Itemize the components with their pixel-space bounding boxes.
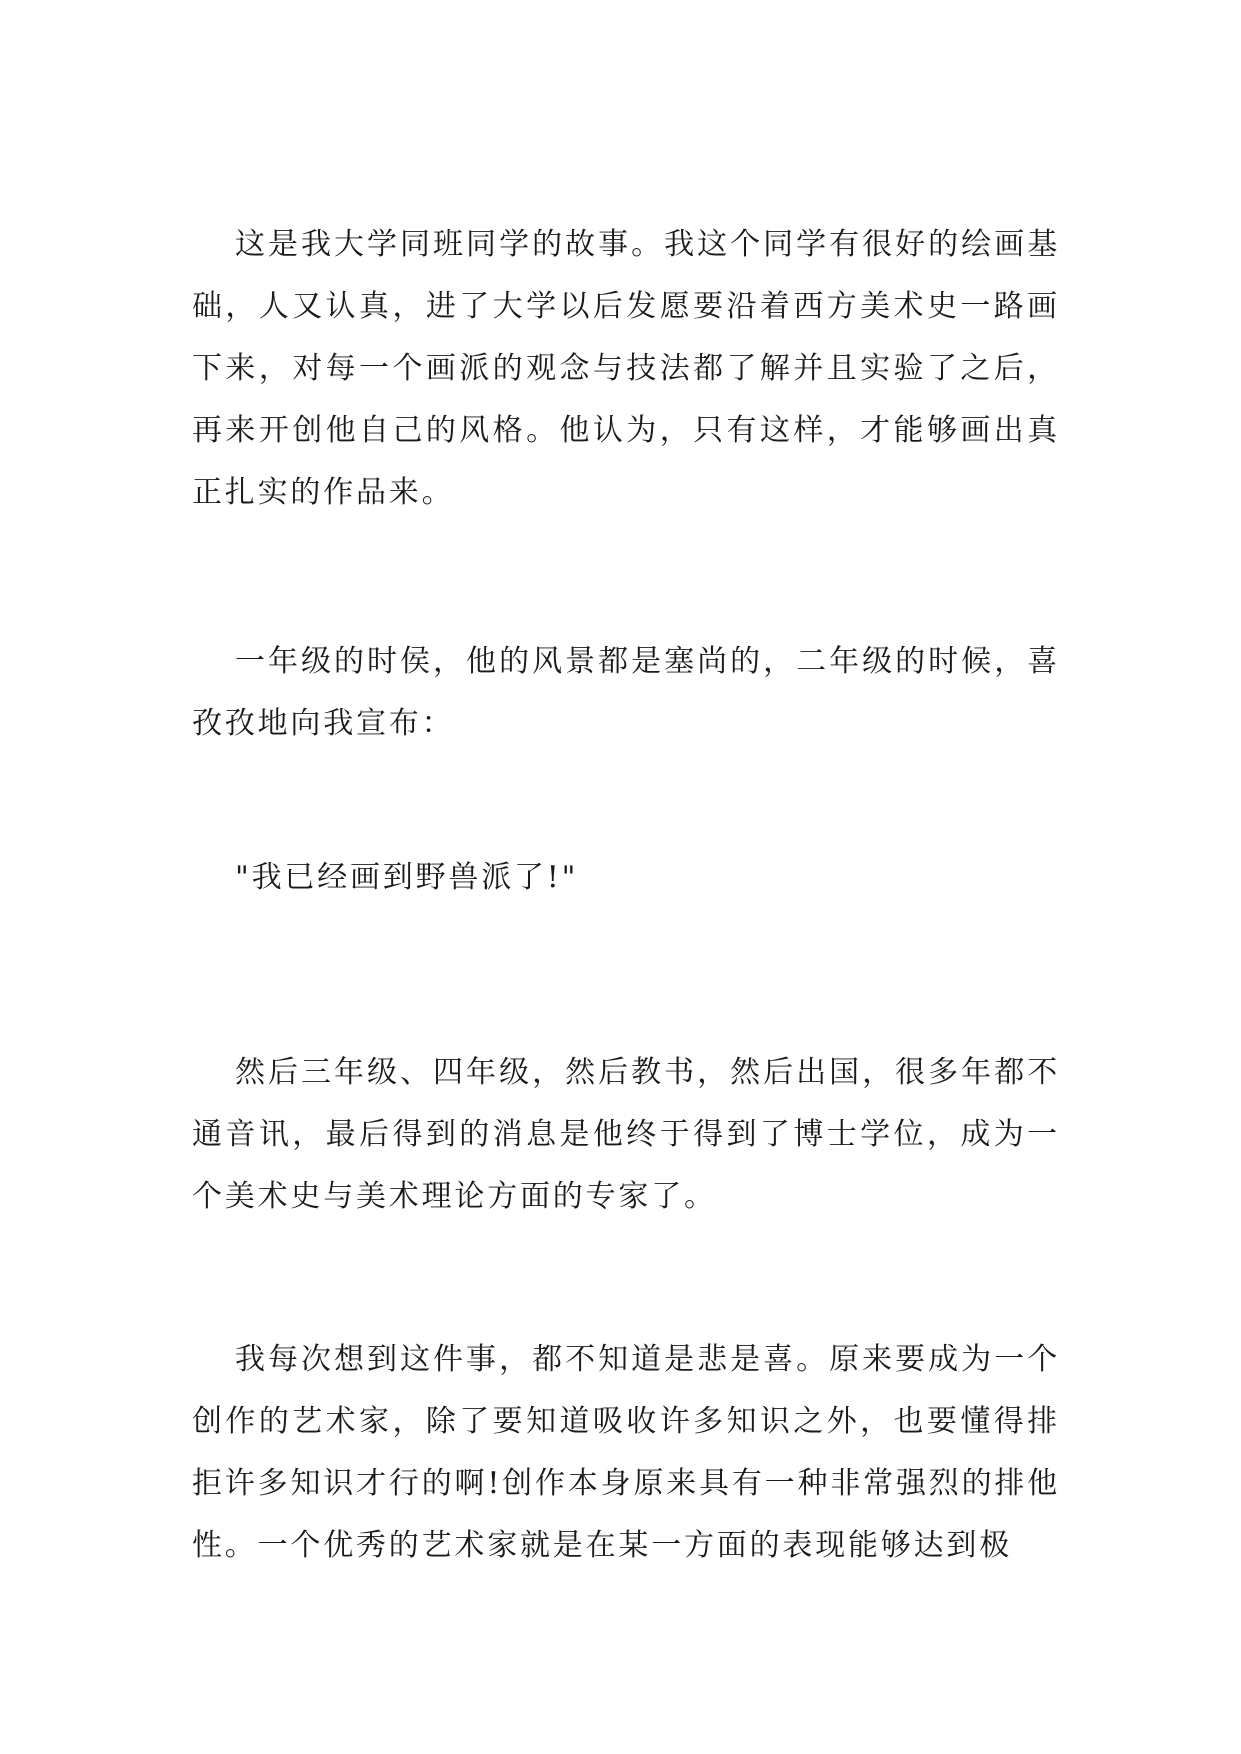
paragraph-classmate-story: 这是我大学同班同学的故事。我这个同学有很好的绘画基础，人又认真，进了大学以后发愿要沿着西方美术史一路画下来，对每一个画派的观念与技法都了解并且实验了之后，再来开创他自己的风格。他认为，只有这样，才能够画出真正扎实的作品来。 xyxy=(192,227,1060,510)
paragraph-first-year: 一年级的时侯，他的风景都是塞尚的，二年级的时候，喜孜孜地向我宣布： xyxy=(192,644,1060,741)
paragraph-reflection: 我每次想到这件事，都不知道是悲是喜。原来要成为一个创作的艺术家，除了要知道吸收许多知识之外，也要懂得排拒许多知识才行的啊!创作本身原来具有一种非常强烈的排他性。一个优秀的艺术家就是在某一方面的表现能够达到极 xyxy=(192,1342,1060,1563)
paragraph-quote: "我已经画到野兽派了!" xyxy=(235,860,579,895)
paragraph-later-years: 然后三年级、四年级，然后教书，然后出国，很多年都不通音讯，最后得到的消息是他终于得到了博士学位，成为一个美术史与美术理论方面的专家了。 xyxy=(192,1055,1060,1214)
